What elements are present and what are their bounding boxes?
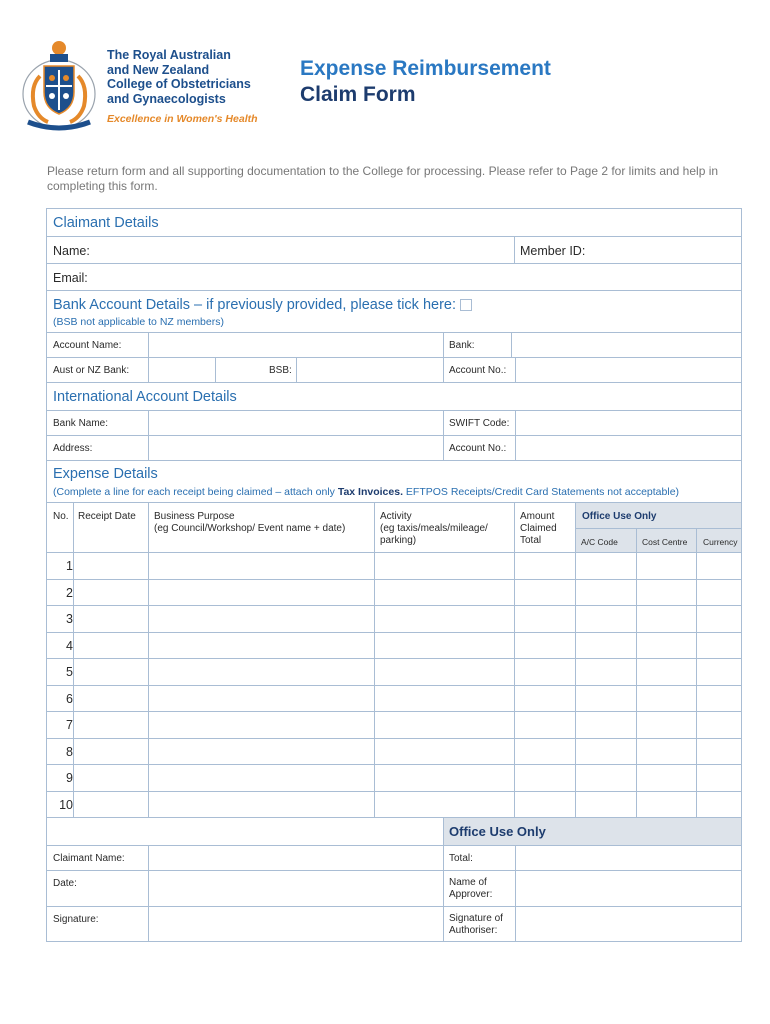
divider [636, 553, 637, 579]
row-number: 5 [66, 665, 73, 679]
receipt-date-field[interactable] [74, 739, 148, 764]
divider [575, 553, 576, 579]
divider [636, 686, 637, 711]
receipt-date-field[interactable] [74, 659, 148, 685]
receipt-date-field[interactable] [74, 686, 148, 711]
account-name-field[interactable] [149, 333, 443, 357]
email-field[interactable] [97, 264, 741, 290]
col-amount-header: Amount [520, 511, 555, 522]
approver-label: Name of [449, 877, 487, 888]
divider [636, 580, 637, 605]
activity-field[interactable] [375, 712, 514, 738]
divider [443, 333, 444, 357]
divider [443, 846, 444, 870]
org-line: and New Zealand [107, 62, 210, 77]
approver-name-field[interactable] [516, 871, 741, 906]
divider [575, 633, 576, 658]
org-line: College of Obstetricians [107, 77, 251, 92]
divider [443, 907, 444, 942]
divider [514, 503, 515, 552]
bank-name-label: Bank Name: [53, 418, 109, 429]
activity-field[interactable] [375, 633, 514, 658]
international-section-header [47, 383, 741, 411]
member-id-label: Member ID: [520, 244, 586, 258]
divider [696, 739, 697, 764]
amount-field[interactable] [515, 739, 575, 764]
divider [636, 633, 637, 658]
amount-field[interactable] [515, 553, 575, 579]
receipt-date-field[interactable] [74, 712, 148, 738]
swift-code-field[interactable] [516, 411, 741, 435]
bank-label: Bank: [449, 340, 475, 351]
receipt-date-field[interactable] [74, 765, 148, 791]
divider [696, 580, 697, 605]
divider [443, 358, 444, 382]
business-purpose-field[interactable] [149, 659, 374, 685]
activity-field[interactable] [375, 739, 514, 764]
divider [696, 712, 697, 738]
address-row [47, 436, 741, 461]
divider [443, 436, 444, 460]
col-amount-header: Total [520, 535, 542, 546]
bank-section-header [47, 291, 741, 333]
org-line: The Royal Australian [107, 48, 231, 62]
account-name-label: Account Name: [53, 340, 122, 351]
amount-field[interactable] [515, 712, 575, 738]
business-purpose-field[interactable] [149, 580, 374, 605]
intro-text: Please return form and all supporting documentation to the College for processing. Please refer to Page 2 for limits and help in completing this form. [47, 164, 719, 193]
divider [696, 659, 697, 685]
business-purpose-field[interactable] [149, 765, 374, 791]
divider [575, 712, 576, 738]
name-label: Name: [53, 244, 90, 258]
member-id-field[interactable] [593, 237, 741, 263]
divider [696, 528, 697, 553]
divider [636, 765, 637, 791]
approver-label: Approver: [449, 889, 493, 900]
intl-account-no-field[interactable] [516, 436, 741, 460]
row-number: 10 [59, 798, 73, 812]
activity-field[interactable] [375, 765, 514, 791]
aust-nz-bank-label: Aust or NZ Bank: [53, 365, 130, 376]
signature-label: Signature: [53, 914, 99, 925]
amount-field[interactable] [515, 580, 575, 605]
business-purpose-field[interactable] [149, 712, 374, 738]
expense-row [47, 792, 741, 818]
business-purpose-field[interactable] [149, 633, 374, 658]
divider [575, 580, 576, 605]
receipt-date-field[interactable] [74, 553, 148, 579]
divider [575, 606, 576, 632]
date-field[interactable] [149, 871, 443, 906]
bsb-field[interactable] [297, 358, 443, 382]
amount-field[interactable] [515, 659, 575, 685]
business-purpose-field[interactable] [149, 553, 374, 579]
divider [696, 553, 697, 579]
divider [374, 503, 375, 552]
office-use-header: Office Use Only [582, 511, 657, 522]
divider [575, 659, 576, 685]
amount-field[interactable] [515, 633, 575, 658]
office-use-header-row [47, 818, 741, 846]
tagline: Excellence in Women's Health [107, 113, 258, 126]
expense-row [47, 712, 741, 739]
business-purpose-field[interactable] [149, 792, 374, 817]
receipt-date-field[interactable] [74, 580, 148, 605]
expense-section-subtitle [53, 486, 679, 498]
row-number: 1 [66, 559, 73, 573]
business-purpose-field[interactable] [149, 686, 374, 711]
total-field[interactable] [516, 846, 741, 870]
activity-field[interactable] [375, 553, 514, 579]
col-activity-header: Activity [380, 511, 412, 522]
form-title-line1: Expense Reimbursement [300, 57, 551, 80]
col-currency-header: Currency [703, 537, 738, 547]
col-amount-header: Claimed [520, 523, 557, 534]
expense-section-header [47, 461, 741, 503]
amount-field[interactable] [515, 606, 575, 632]
bsb-label: BSB: [269, 365, 292, 376]
divider [443, 411, 444, 435]
claimant-section-title: Claimant Details [53, 215, 159, 231]
divider [575, 792, 576, 817]
bank-section-subtitle: (BSB not applicable to NZ members) [53, 316, 224, 328]
aust-nz-bank-field[interactable] [149, 358, 215, 382]
subtitle-text-end: EFTPOS Receipts/Credit Card Statements not acceptable) [403, 486, 680, 498]
name-field[interactable] [107, 237, 513, 263]
divider [443, 871, 444, 906]
activity-field[interactable] [375, 580, 514, 605]
divider [575, 686, 576, 711]
activity-field[interactable] [375, 792, 514, 817]
activity-field[interactable] [375, 606, 514, 632]
col-activity-hint: (eg taxis/meals/mileage/ [380, 523, 488, 534]
authoriser-label: Signature of [449, 913, 503, 924]
org-line: and Gynaecologists [107, 91, 226, 106]
activity-field[interactable] [375, 659, 514, 685]
aust-nz-bank-row [47, 358, 741, 383]
address-label: Address: [53, 443, 93, 454]
receipt-date-field[interactable] [74, 792, 148, 817]
bank-section-title-text: Bank Account Details – if previously provided, please tick here: [53, 297, 456, 313]
divider [636, 659, 637, 685]
row-number: 3 [66, 612, 73, 626]
bank-name-field[interactable] [149, 411, 443, 435]
office-use-title: Office Use Only [449, 824, 546, 839]
col-business-purpose-header: Business Purpose [154, 511, 235, 522]
signature-row [47, 907, 741, 942]
divider [636, 792, 637, 817]
subtitle-text: (Complete a line for each receipt being claimed – attach only [53, 486, 338, 498]
divider [636, 606, 637, 632]
business-purpose-field[interactable] [149, 739, 374, 764]
amount-field[interactable] [515, 765, 575, 791]
row-number: 4 [66, 639, 73, 653]
row-number: 9 [66, 771, 73, 785]
bank-field[interactable] [512, 333, 741, 357]
swift-code-label: SWIFT Code: [449, 418, 510, 429]
claimant-name-field[interactable] [149, 846, 443, 870]
col-cost-centre-header: Cost Centre [642, 537, 688, 547]
international-section-title: International Account Details [53, 389, 237, 405]
divider [696, 765, 697, 791]
organisation-name [107, 48, 277, 125]
date-label: Date: [53, 878, 77, 889]
divider [636, 712, 637, 738]
form-title-line2: Claim Form [300, 83, 416, 106]
expense-row [47, 606, 741, 633]
expense-row [47, 580, 741, 606]
divider [636, 739, 637, 764]
col-ac-code-header: A/C Code [581, 537, 618, 547]
expense-row [47, 739, 741, 765]
activity-field[interactable] [375, 686, 514, 711]
divider [696, 633, 697, 658]
expense-row [47, 765, 741, 792]
divider [73, 503, 74, 552]
amount-field[interactable] [515, 686, 575, 711]
bank-section-title [53, 297, 472, 313]
divider [696, 606, 697, 632]
address-field[interactable] [149, 436, 443, 460]
divider [576, 528, 741, 529]
bank-name-row [47, 411, 741, 436]
receipt-date-field[interactable] [74, 633, 148, 658]
form-title [300, 56, 551, 108]
divider [696, 792, 697, 817]
expense-row [47, 553, 741, 580]
total-label: Total: [449, 853, 473, 864]
claimant-section-header [47, 209, 741, 237]
signature-field[interactable] [149, 907, 443, 942]
claimant-name-row [47, 846, 741, 871]
col-no-header: No. [53, 511, 69, 522]
form-header [0, 0, 770, 150]
claimant-name-label: Claimant Name: [53, 853, 125, 864]
email-row [47, 264, 741, 291]
subtitle-bold: Tax Invoices. [337, 486, 403, 498]
row-number: 6 [66, 692, 73, 706]
divider [636, 528, 637, 553]
col-business-purpose-hint: (eg Council/Workshop/ Event name + date) [154, 523, 346, 534]
previously-provided-checkbox[interactable] [460, 299, 472, 311]
expense-row [47, 659, 741, 686]
col-activity-hint: parking) [380, 535, 417, 546]
receipt-date-field[interactable] [74, 606, 148, 632]
college-crest-logo [18, 36, 100, 132]
authoriser-signature-field[interactable] [516, 907, 741, 942]
account-no-label: Account No.: [449, 365, 507, 376]
claim-form [46, 208, 742, 942]
date-row [47, 871, 741, 907]
office-use-header-cell [576, 503, 741, 552]
expense-row [47, 686, 741, 712]
row-number: 8 [66, 745, 73, 759]
divider [575, 765, 576, 791]
amount-field[interactable] [515, 792, 575, 817]
authoriser-label: Authoriser: [449, 925, 498, 936]
account-no-field[interactable] [516, 358, 741, 382]
email-label: Email: [53, 271, 88, 285]
divider [215, 358, 216, 382]
intl-account-no-label: Account No.: [449, 443, 507, 454]
divider [148, 503, 149, 552]
col-receipt-date-header: Receipt Date [78, 511, 136, 522]
divider [696, 686, 697, 711]
divider [514, 237, 515, 263]
divider [575, 739, 576, 764]
business-purpose-field[interactable] [149, 606, 374, 632]
row-number: 2 [66, 586, 73, 600]
row-number: 7 [66, 718, 73, 732]
expense-row [47, 633, 741, 659]
account-name-row [47, 333, 741, 358]
expense-section-title: Expense Details [53, 466, 158, 482]
office-use-title-cell [444, 818, 741, 845]
name-row [47, 237, 741, 264]
expense-table-header [47, 503, 741, 553]
